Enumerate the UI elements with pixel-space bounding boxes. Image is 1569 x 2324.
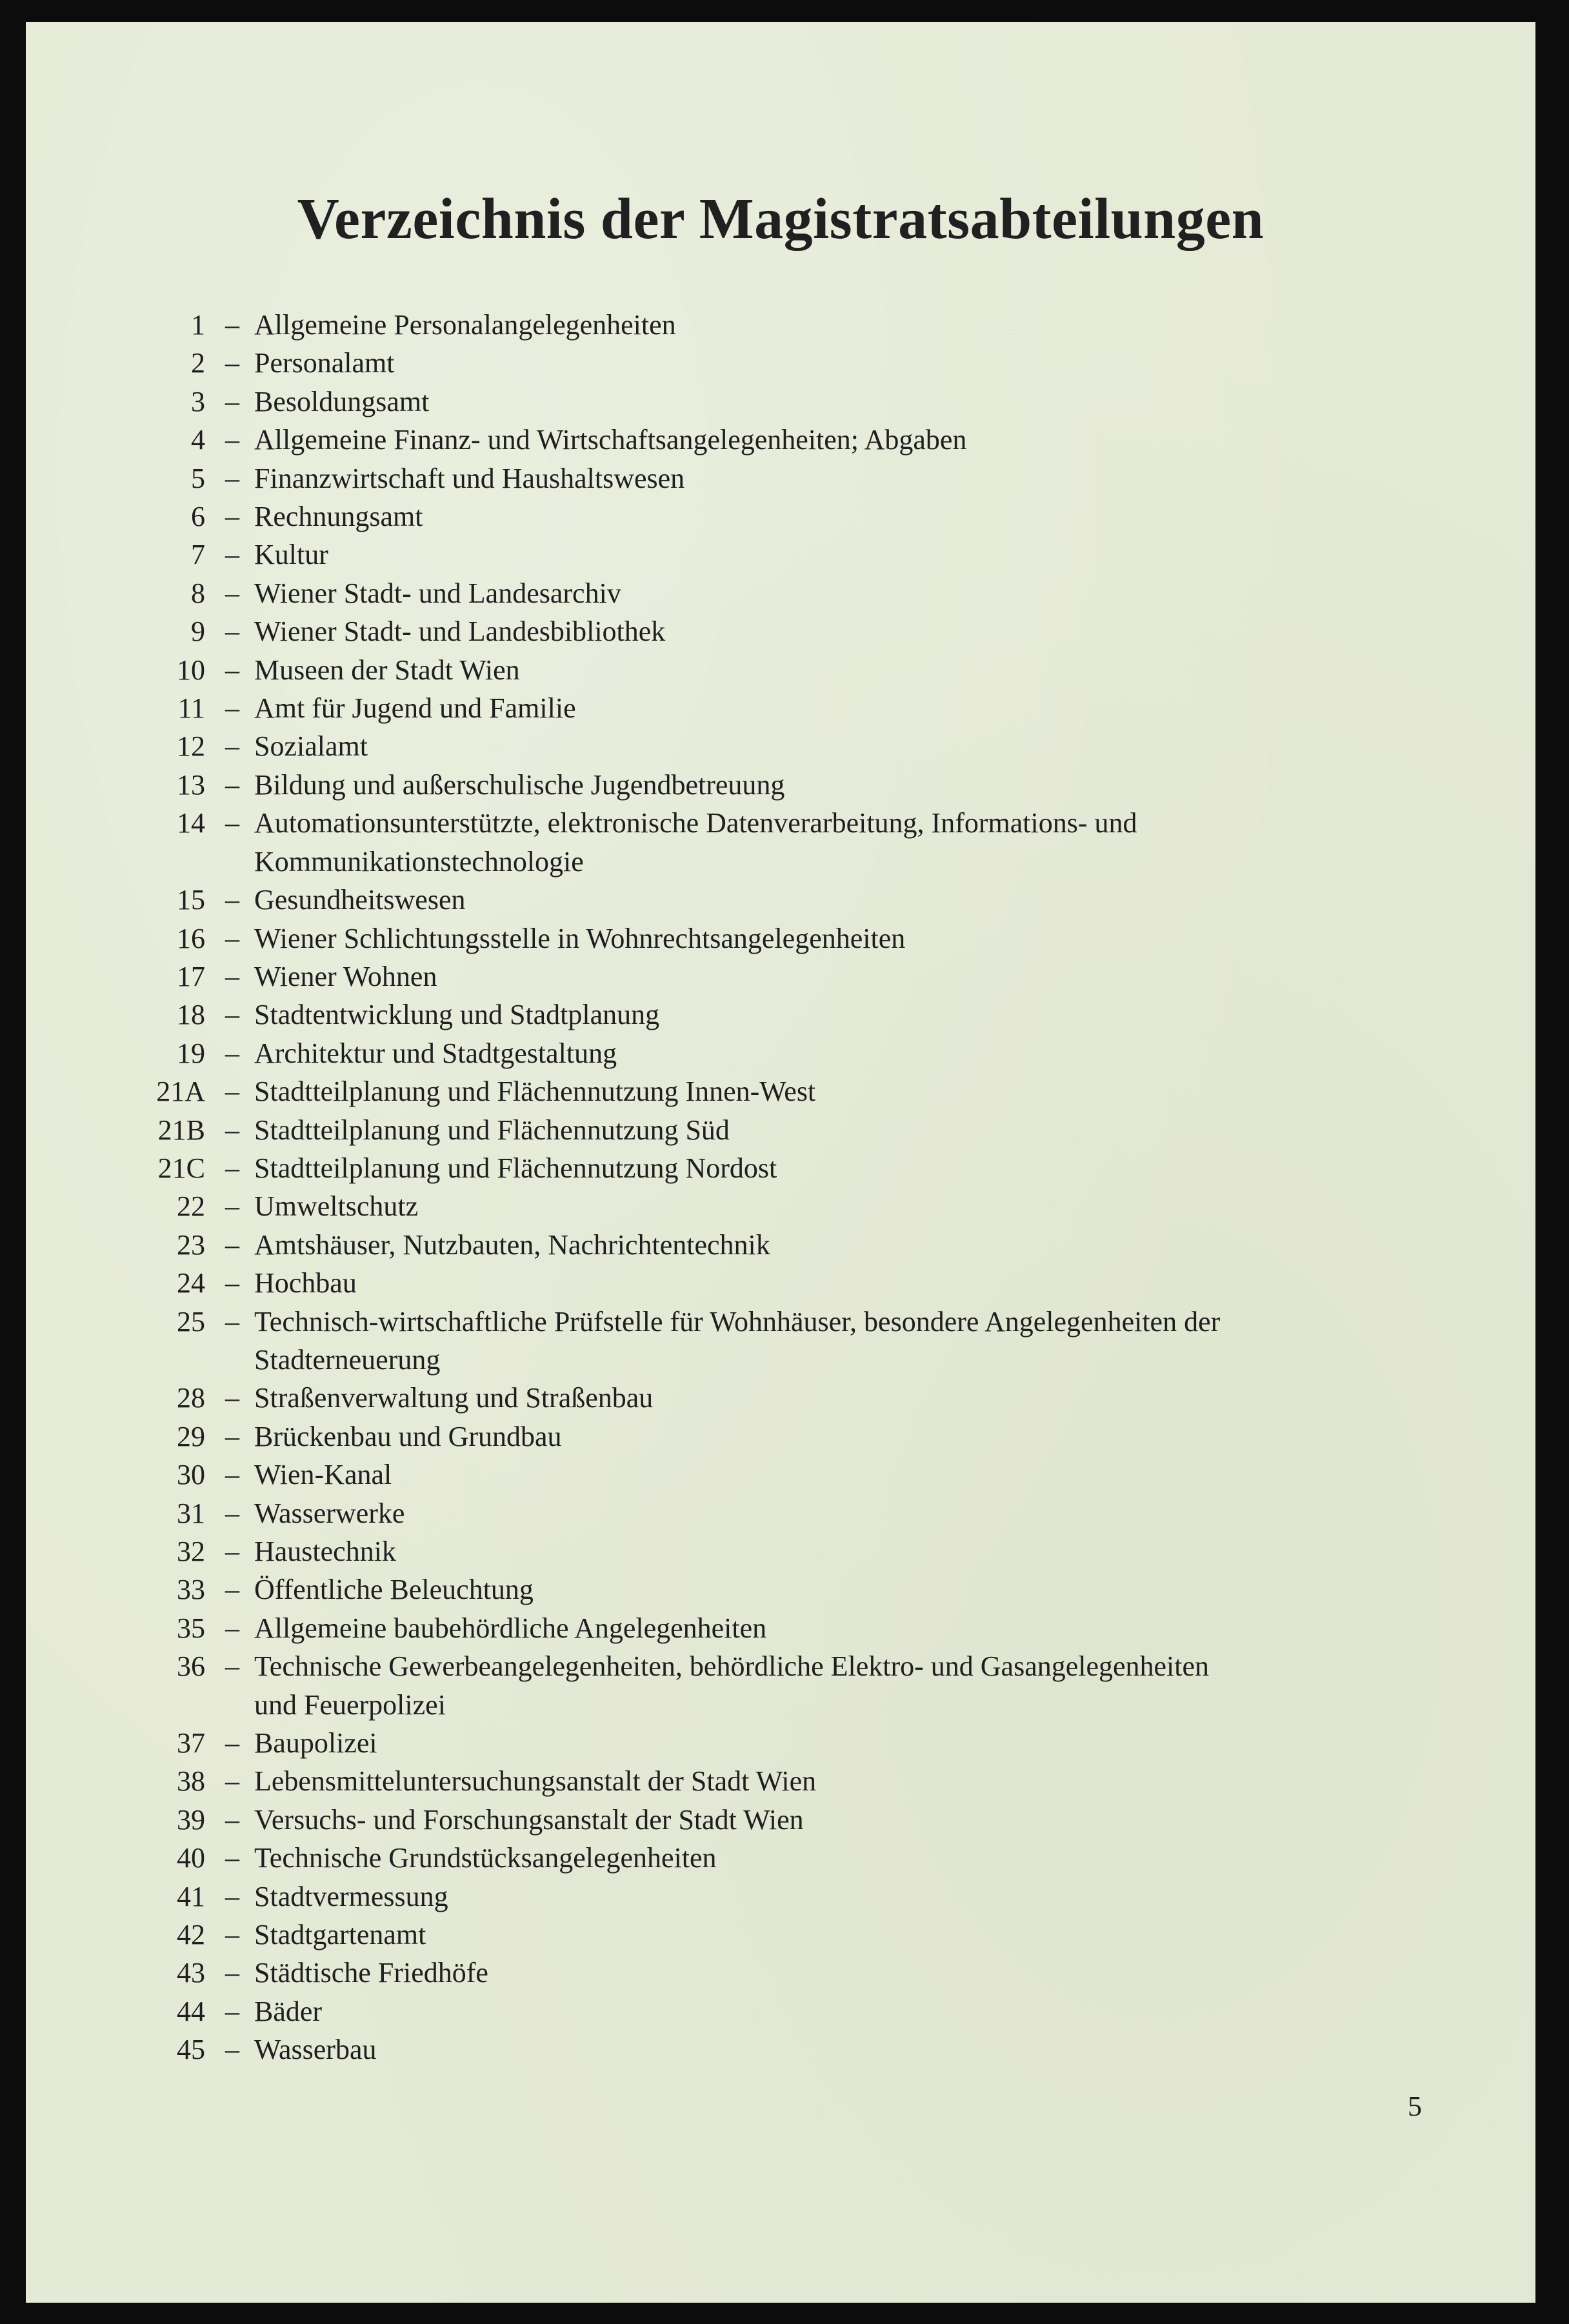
list-item xyxy=(134,727,1360,765)
list-item xyxy=(134,1494,1360,1532)
department-name: Museen der Stadt Wien xyxy=(254,654,520,686)
separator-dash: – xyxy=(225,1114,239,1146)
list-item xyxy=(134,1532,1360,1570)
department-number: 38 xyxy=(177,1765,205,1798)
department-number: 30 xyxy=(177,1459,205,1491)
department-number: 21B xyxy=(157,1114,205,1146)
department-name: Baupolizei xyxy=(254,1727,377,1759)
separator-dash: – xyxy=(225,1957,239,1989)
list-item xyxy=(134,1878,1360,1916)
department-number: 17 xyxy=(177,960,205,992)
department-number: 45 xyxy=(177,2034,205,2066)
list-item xyxy=(134,1264,1360,1302)
separator-dash: – xyxy=(225,2034,239,2066)
separator-dash: – xyxy=(225,1382,239,1414)
department-name: Stadtvermessung xyxy=(254,1880,448,1912)
list-item xyxy=(134,1992,1360,2030)
separator-dash: – xyxy=(225,577,239,609)
department-name: Umweltschutz xyxy=(254,1190,419,1223)
separator-dash: – xyxy=(225,616,239,648)
separator-dash: – xyxy=(225,462,239,494)
list-item xyxy=(134,1839,1360,1877)
list-item xyxy=(134,612,1360,650)
list-item xyxy=(134,804,1360,881)
list-item xyxy=(134,421,1360,459)
department-number: 36 xyxy=(177,1650,205,1683)
department-name: Bildung und außerschulische Jugendbetreuung xyxy=(254,768,785,801)
department-name: Automationsunterstützte, elektronische Datenverarbeitung, Informations- und Kommunikationstechnologie xyxy=(254,807,1137,877)
separator-dash: – xyxy=(225,884,239,916)
department-name: Wiener Wohnen xyxy=(254,960,437,992)
department-number: 10 xyxy=(177,654,205,686)
department-number: 29 xyxy=(177,1420,205,1452)
department-name: Technische Gewerbeangelegenheiten, behördliche Elektro- und Gasangelegenheiten und Feuerpolizei xyxy=(254,1650,1210,1721)
department-number: 15 xyxy=(177,884,205,916)
department-name: Wiener Stadt- und Landesbibliothek xyxy=(254,616,666,648)
separator-dash: – xyxy=(225,1037,239,1069)
department-number: 39 xyxy=(177,1803,205,1836)
department-name: Allgemeine Finanz- und Wirtschaftsangelegenheiten; Abgaben xyxy=(254,424,967,456)
department-number: 24 xyxy=(177,1267,205,1299)
department-name: Städtische Friedhöfe xyxy=(254,1957,488,1989)
separator-dash: – xyxy=(225,692,239,725)
department-name: Versuchs- und Forschungsanstalt der Stadt Wien xyxy=(254,1803,804,1836)
separator-dash: – xyxy=(225,1536,239,1567)
department-number: 9 xyxy=(191,616,205,648)
list-item xyxy=(134,1149,1360,1187)
separator-dash: – xyxy=(225,539,239,571)
list-item xyxy=(134,1801,1360,1839)
department-number: 2 xyxy=(191,347,205,379)
department-number: 23 xyxy=(177,1228,205,1261)
department-name: Rechnungsamt xyxy=(254,501,423,533)
list-item xyxy=(134,2030,1360,2069)
separator-dash: – xyxy=(225,730,239,763)
department-name: Personalamt xyxy=(254,347,395,379)
separator-dash: – xyxy=(225,424,239,456)
separator-dash: – xyxy=(225,654,239,686)
department-number: 31 xyxy=(177,1497,205,1529)
department-number: 5 xyxy=(191,462,205,494)
separator-dash: – xyxy=(225,1919,239,1951)
department-name: Amt für Jugend und Familie xyxy=(254,692,576,725)
department-name: Technisch-wirtschaftliche Prüfstelle für Wohnhäuser, besondere Angelegenheiten der Stadterneuerung xyxy=(254,1305,1221,1376)
document-page xyxy=(26,22,1535,2303)
department-number: 21A xyxy=(156,1076,205,1108)
department-number: 3 xyxy=(191,385,205,417)
list-item xyxy=(134,1379,1360,1417)
department-name: Gesundheitswesen xyxy=(254,884,466,916)
department-number: 1 xyxy=(191,309,205,341)
list-item xyxy=(134,1072,1360,1110)
separator-dash: – xyxy=(225,1765,239,1798)
list-item xyxy=(134,1916,1360,1954)
department-list xyxy=(134,306,1360,2069)
separator-dash: – xyxy=(225,1574,239,1606)
department-number: 42 xyxy=(177,1919,205,1951)
separator-dash: – xyxy=(225,922,239,954)
list-item xyxy=(134,996,1360,1034)
department-name: Wasserbau xyxy=(254,2034,377,2066)
department-name: Haustechnik xyxy=(254,1536,396,1567)
list-item xyxy=(134,766,1360,804)
list-item xyxy=(134,1762,1360,1800)
department-number: 13 xyxy=(177,768,205,801)
department-number: 43 xyxy=(177,1957,205,1989)
department-name: Allgemeine baubehördliche Angelegenheiten xyxy=(254,1612,767,1644)
list-item xyxy=(134,1456,1360,1494)
department-name: Wiener Schlichtungsstelle in Wohnrechtsangelegenheiten xyxy=(254,922,906,954)
list-item xyxy=(134,957,1360,996)
department-number: 22 xyxy=(177,1190,205,1223)
department-name: Amtshäuser, Nutzbauten, Nachrichtentechnik xyxy=(254,1228,770,1261)
department-number: 12 xyxy=(177,730,205,763)
list-item xyxy=(134,1111,1360,1149)
department-name: Sozialamt xyxy=(254,730,368,763)
list-item xyxy=(134,881,1360,919)
separator-dash: – xyxy=(225,960,239,992)
page-title: Verzeichnis der Magistratsabteilungen xyxy=(297,187,1264,251)
department-name: Architektur und Stadtgestaltung xyxy=(254,1037,617,1069)
department-name: Allgemeine Personalangelegenheiten xyxy=(254,309,676,341)
separator-dash: – xyxy=(225,807,239,839)
department-number: 8 xyxy=(191,577,205,609)
department-number: 44 xyxy=(177,1995,205,2027)
page-number: 5 xyxy=(1408,2090,1422,2122)
list-item xyxy=(134,1417,1360,1456)
department-name: Hochbau xyxy=(254,1267,357,1299)
department-number: 14 xyxy=(177,807,205,839)
department-name: Straßenverwaltung und Straßenbau xyxy=(254,1382,654,1414)
separator-dash: – xyxy=(225,1650,239,1683)
separator-dash: – xyxy=(225,1995,239,2027)
separator-dash: – xyxy=(225,1152,239,1184)
department-number: 37 xyxy=(177,1727,205,1759)
separator-dash: – xyxy=(225,1727,239,1759)
list-item xyxy=(134,919,1360,957)
list-item xyxy=(134,1570,1360,1608)
separator-dash: – xyxy=(225,768,239,801)
department-number: 19 xyxy=(177,1037,205,1069)
department-name: Öffentliche Beleuchtung xyxy=(254,1574,534,1606)
separator-dash: – xyxy=(225,1459,239,1491)
separator-dash: – xyxy=(225,309,239,341)
department-number: 6 xyxy=(191,501,205,533)
department-number: 33 xyxy=(177,1574,205,1606)
separator-dash: – xyxy=(225,1420,239,1452)
list-item xyxy=(134,574,1360,612)
department-number: 21C xyxy=(157,1152,205,1184)
department-name: Stadtgartenamt xyxy=(254,1919,426,1951)
list-item xyxy=(134,344,1360,382)
separator-dash: – xyxy=(225,1228,239,1261)
department-number: 4 xyxy=(191,424,205,456)
department-number: 40 xyxy=(177,1842,205,1874)
department-number: 41 xyxy=(177,1880,205,1912)
list-item xyxy=(134,1303,1360,1379)
list-item xyxy=(134,306,1360,344)
list-item xyxy=(134,1647,1360,1724)
separator-dash: – xyxy=(225,1305,239,1337)
separator-dash: – xyxy=(225,1803,239,1836)
department-number: 11 xyxy=(177,692,205,725)
list-item xyxy=(134,689,1360,727)
list-item xyxy=(134,1226,1360,1264)
department-name: Wiener Stadt- und Landesarchiv xyxy=(254,577,621,609)
department-name: Finanzwirtschaft und Haushaltswesen xyxy=(254,462,685,494)
separator-dash: – xyxy=(225,347,239,379)
separator-dash: – xyxy=(225,1267,239,1299)
separator-dash: – xyxy=(225,1497,239,1529)
department-name: Wien-Kanal xyxy=(254,1459,392,1491)
separator-dash: – xyxy=(225,999,239,1031)
list-item xyxy=(134,383,1360,421)
separator-dash: – xyxy=(225,1612,239,1644)
list-item xyxy=(134,1724,1360,1762)
department-name: Lebensmitteluntersuchungsanstalt der Stadt Wien xyxy=(254,1765,817,1798)
separator-dash: – xyxy=(225,501,239,533)
department-number: 18 xyxy=(177,999,205,1031)
department-number: 7 xyxy=(191,539,205,571)
department-number: 32 xyxy=(177,1536,205,1567)
separator-dash: – xyxy=(225,1880,239,1912)
department-number: 16 xyxy=(177,922,205,954)
list-item xyxy=(134,536,1360,574)
department-name: Technische Grundstücksangelegenheiten xyxy=(254,1842,717,1874)
list-item xyxy=(134,651,1360,689)
department-name: Bäder xyxy=(254,1995,323,2027)
separator-dash: – xyxy=(225,1842,239,1874)
department-number: 28 xyxy=(177,1382,205,1414)
list-item xyxy=(134,1034,1360,1072)
separator-dash: – xyxy=(225,385,239,417)
department-name: Brückenbau und Grundbau xyxy=(254,1420,562,1452)
list-item xyxy=(134,459,1360,497)
separator-dash: – xyxy=(225,1190,239,1223)
department-name: Stadtentwicklung und Stadtplanung xyxy=(254,999,660,1031)
list-item xyxy=(134,497,1360,536)
list-item xyxy=(134,1187,1360,1225)
department-name: Kultur xyxy=(254,539,328,571)
list-item xyxy=(134,1609,1360,1647)
separator-dash: – xyxy=(225,1076,239,1108)
department-number: 25 xyxy=(177,1305,205,1337)
department-name: Stadtteilplanung und Flächennutzung Süd xyxy=(254,1114,730,1146)
list-item xyxy=(134,1954,1360,1992)
department-name: Besoldungsamt xyxy=(254,385,430,417)
department-name: Stadtteilplanung und Flächennutzung Innen-West xyxy=(254,1076,816,1108)
department-number: 35 xyxy=(177,1612,205,1644)
department-name: Wasserwerke xyxy=(254,1497,405,1529)
department-name: Stadtteilplanung und Flächennutzung Nordost xyxy=(254,1152,777,1184)
